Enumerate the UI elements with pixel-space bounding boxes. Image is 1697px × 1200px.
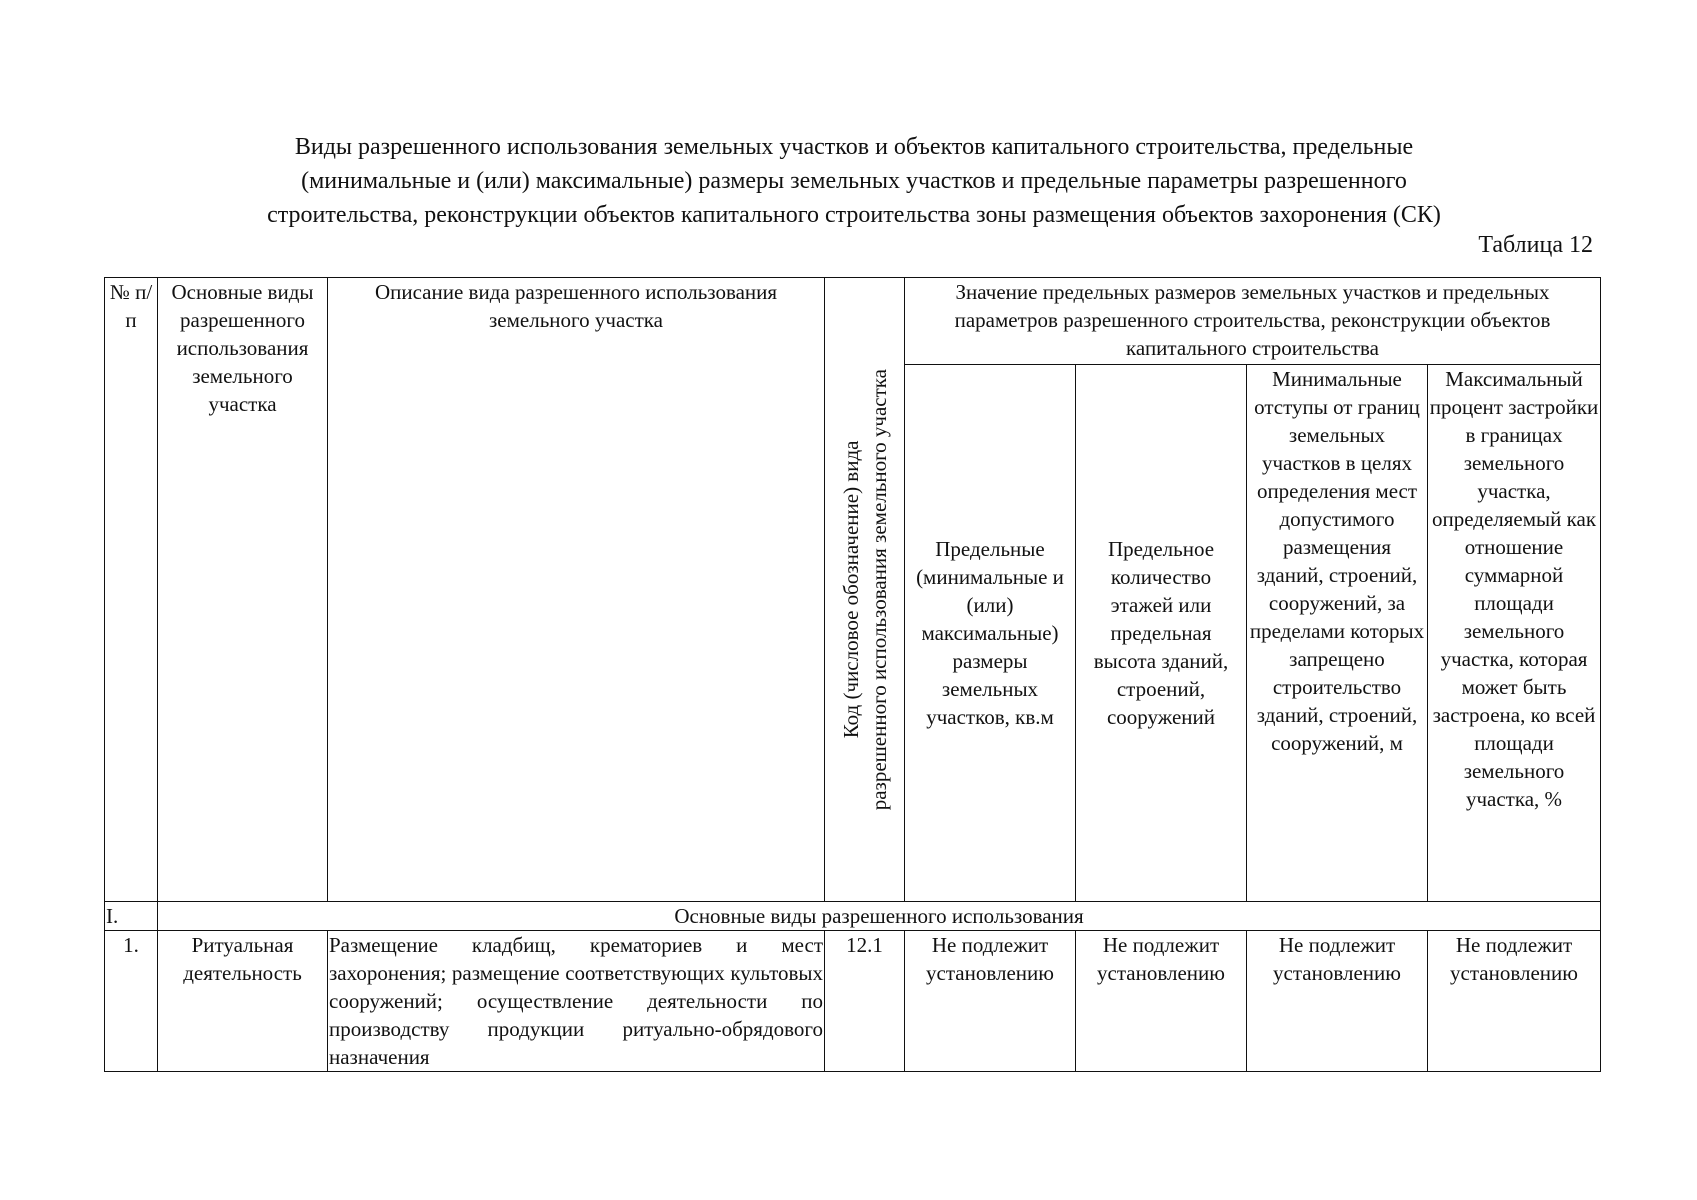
row-area: Не подлежит установлению bbox=[905, 931, 1076, 1072]
header-col-coverage: Максимальный процент застройки в границах земельного участка, определяемый как отношение суммарной площади земельного участка, которая может быть застроена, ко всей площади земельного участка, % bbox=[1428, 365, 1601, 902]
header-col-setback: Минимальные отступы от границ земельных участков в целях определения мест допустимого размещения зданий, строений, сооружений, за пределами которых запрещено строительство зданий, строений, сооружений, м bbox=[1247, 365, 1428, 902]
section-label: Основные виды разрешенного использования bbox=[158, 902, 1601, 931]
row-description: Размещение кладбищ, крематориев и мест захоронения; размещение соответствующих культовых сооружений; осуществление деятельности по производству продукции ритуально-обрядового назначения bbox=[328, 931, 825, 1072]
header-row-1 bbox=[105, 278, 1601, 365]
table-row bbox=[105, 931, 1601, 1072]
header-description: Описание вида разрешенного использования земельного участка bbox=[328, 278, 825, 902]
row-floors: Не подлежит установлению bbox=[1076, 931, 1247, 1072]
header-params-group: Значение предельных размеров земельных участков и предельных параметров разрешенного строительства, реконструкции объектов капитального строительства bbox=[905, 278, 1601, 365]
table-number-label: Таблица 12 bbox=[1478, 232, 1593, 258]
land-use-table bbox=[104, 277, 1601, 1072]
title-line-1: Виды разрешенного использования земельных участков и объектов капитального строительства, предельные bbox=[294, 134, 1414, 160]
row-code: 12.1 bbox=[825, 931, 905, 1072]
header-col-floors: Предельное количество этажей или предельная высота зданий, строений, сооружений bbox=[1076, 365, 1247, 902]
header-code-line-2: разрешенного использования земельного участка bbox=[866, 368, 891, 811]
header-col-area: Предельные (минимальные и (или) максимальные) размеры земельных участков, кв.м bbox=[905, 365, 1076, 902]
header-code-line-1: Код (числовое обозначение) вида bbox=[838, 440, 863, 739]
section-row bbox=[105, 902, 1601, 931]
row-coverage: Не подлежит установлению bbox=[1428, 931, 1601, 1072]
document-title bbox=[104, 130, 1604, 232]
header-num: № п/п bbox=[105, 278, 158, 902]
row-type: Ритуальная деятельность bbox=[158, 931, 328, 1072]
title-line-2: (минимальные и (или) максимальные) размеры земельных участков и предельные параметры разрешенного bbox=[301, 168, 1407, 194]
row-num: 1. bbox=[105, 931, 158, 1072]
header-code bbox=[825, 278, 905, 902]
section-num: I. bbox=[105, 902, 158, 931]
title-line-3: строительства, реконструкции объектов капитального строительства зоны размещения объектов захоронения (СК) bbox=[267, 202, 1441, 228]
row-setback: Не подлежит установлению bbox=[1247, 931, 1428, 1072]
header-main-type: Основные виды разрешенного использования земельного участка bbox=[158, 278, 328, 902]
